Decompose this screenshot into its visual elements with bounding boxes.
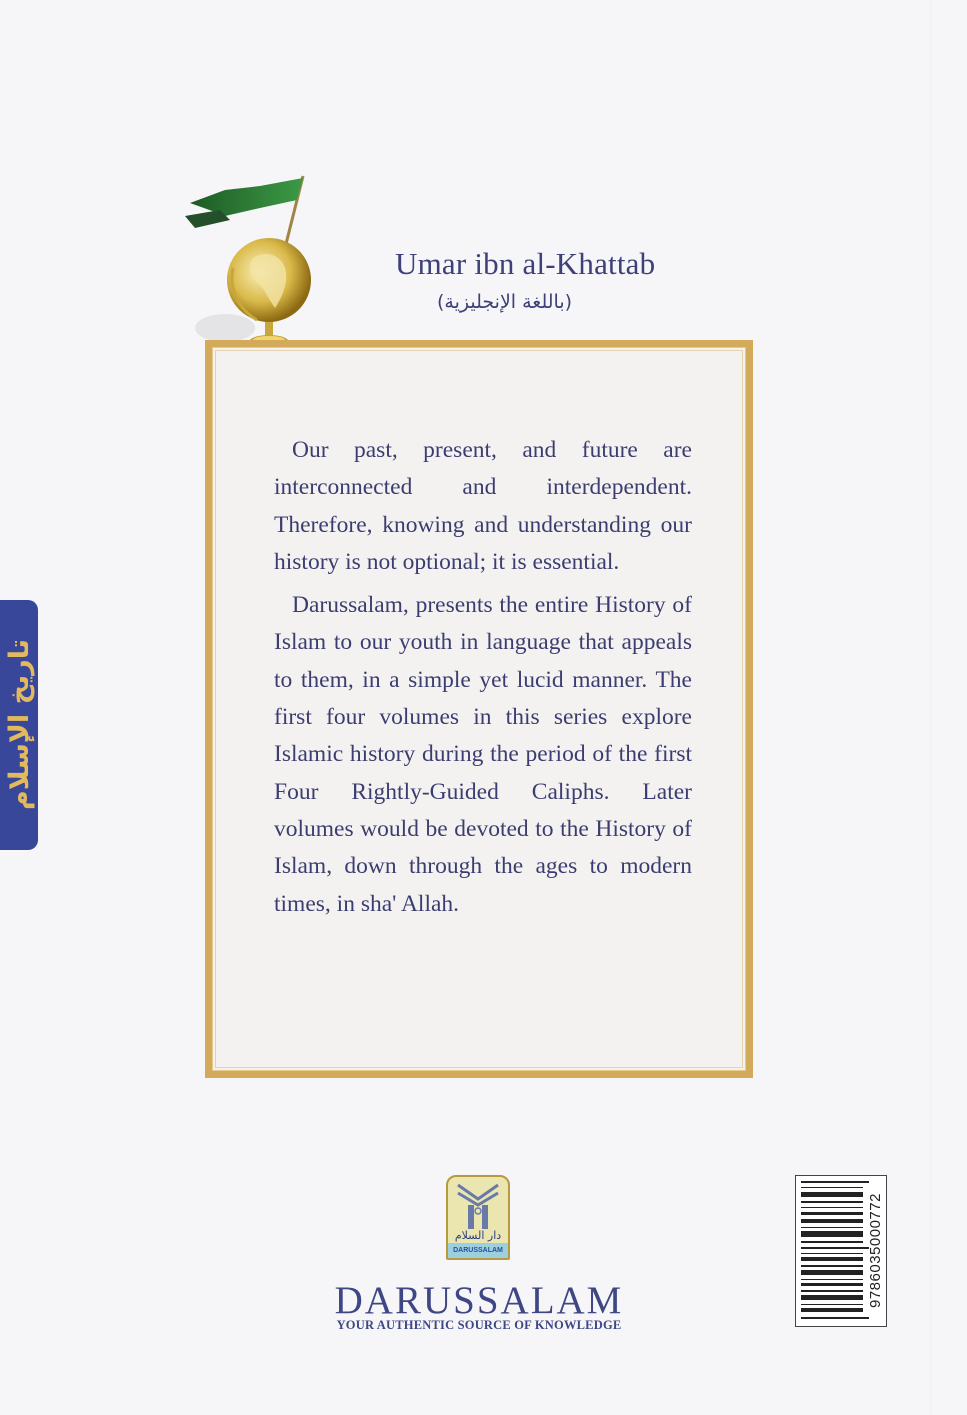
barcode-bars-icon xyxy=(801,1179,869,1323)
publisher-tagline: YOUR AUTHENTIC SOURCE OF KNOWLEDGE xyxy=(336,1318,622,1332)
spine-edge xyxy=(930,0,932,1415)
book-building-icon xyxy=(448,1177,508,1243)
globe-with-flag-illustration xyxy=(185,168,325,358)
description-text xyxy=(274,432,692,929)
series-side-tab xyxy=(0,600,38,850)
emblem-arabic-text: دار السلام xyxy=(454,1229,502,1242)
globe-icon xyxy=(185,168,325,358)
description-frame xyxy=(205,340,753,1078)
isbn-barcode xyxy=(795,1175,887,1327)
book-subtitle-arabic: (باللغة الإنجليزية) xyxy=(437,291,573,313)
isbn-digits: 9786035000772 xyxy=(867,1193,884,1309)
publisher-name: DARUSSALAM xyxy=(334,1279,624,1322)
publisher-logo-emblem xyxy=(446,1175,510,1260)
description-paragraph: Darussalam, presents the entire History of Islam to our youth in language that appeals to them, in a simple yet lucid manner. The first four volumes in this series explore Islamic history during the period of the first Four Rightly-Guided Caliphs. Later volumes would be devoted to the History of Islam, down through the ages to modern times, in sha' Allah. xyxy=(274,592,692,917)
series-side-tab-label: تاريخ الإسلام xyxy=(3,639,35,811)
emblem-label: DARUSSALAM xyxy=(448,1243,508,1258)
book-title: Umar ibn al-Khattab xyxy=(395,246,656,281)
description-paragraph: Our past, present, and future are interconnected and interdependent. Therefore, knowing and understanding our history is not optional; it is essential. xyxy=(274,437,692,575)
